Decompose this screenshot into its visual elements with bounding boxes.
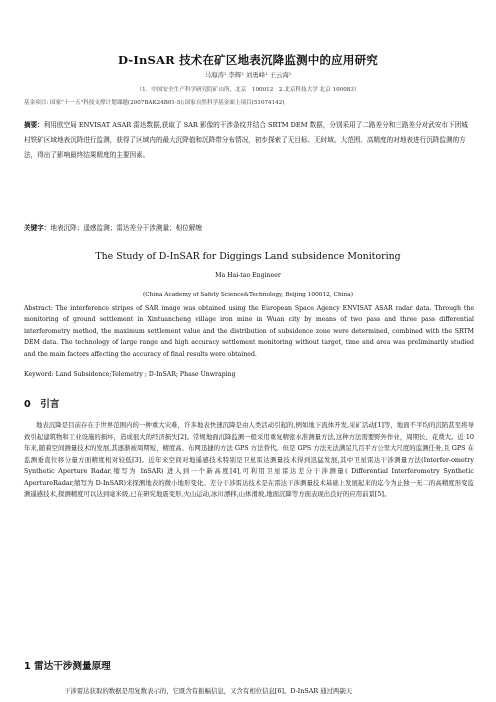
heading-introduction: 0 引言 bbox=[24, 399, 60, 410]
author-en: Ma Hai-tao Engineer bbox=[215, 272, 281, 279]
paper-title-cn: D-InSAR 技术在矿区地表沉降监测中的应用研究 bbox=[118, 53, 378, 67]
heading-section-1: 1 雷达干涉测量原理 bbox=[24, 661, 111, 672]
abstract-cn bbox=[24, 118, 474, 163]
section-1-paragraph: 干涉雷达获取的数据是用复数表示的，它既含有振幅信息，又含有相位信息[6]。D-InSAR 通过两副天 bbox=[64, 687, 353, 695]
abstract-cn-label: 摘要： bbox=[24, 121, 44, 129]
keywords-cn bbox=[24, 222, 474, 232]
introduction-paragraph: 地表沉降是目前存在于世界范围内的一种重大灾难，许多地表快速沉降是由人类活动引起的,例如地下流体开发,采矿活动[1]等，地面不平均的沉陷甚至将导致引起建筑物和工业设施的损坏，造成很大的经济损失[2]。常规地面沉降监测一般采用重复精密水准测量方法,这种方法需要野外作业，周期长、花费大。近 10 年来,随着空间测量技术的发展,其逐渐被周期短、精度高、布网迅捷的方法 GPS 方法替代。但是 GPS 方法无法满足几百平方公里大尺度的监测任务,且 GPS 在监测垂直位移分量方面精度相对较低[3]。近年来空间对地遥感技术特别是卫星雷达测量技术得到迅猛发展,其中卫星雷达干涉测量方法(Interfer-ometry Synthetic Aperture Radar,缩写为 InSAR) 进入到一个新高度[4],可利用卫星雷达差分干涉测量( Differential Interferometry Synthetic ApertureRadar,缩写为 D-InSAR)来探测地表的微小地形变化。差分干涉雷达技术是在雷达干涉测量技术基础上发展起来的迄今为止独一无二的高精度形变监测遥感技术,探测精度可以达到毫米级,已在研究地震变形,火山运动,冰川漂移,山体滑坡,地面沉降等方面表现出良好的应用前景[5]。 bbox=[24, 421, 474, 498]
affiliation-en: (China Academy of Safety Science&Technology, Beijing 100012, China) bbox=[142, 292, 354, 298]
abstract-en: Abstract: The interference stripes of SAR image was obtained using the European Space Agency ENVISAT ASAR radar data. Through the monitoring of ground settlement in Xintuancheng village iron mine in Wuan city by means of two pass and three pass differential interferometry method, the maximum settlement value and the distribution of subsidence zone were determined, combined with the SRTM DEM data. The technology of large range and high accuracy settlement monitoring without target, time and area was preliminarily studied and the main factors affecting the accuracy of final results were obtained. bbox=[24, 305, 474, 358]
abstract-cn-text: 利用欧空局 ENVISAT ASAR 雷达数据,获取了 SAR 影像的干涉条纹并结合 SRTM DEM 数据，分别采用了二路差分和三路差分对武安市下团城村铁矿区域地表沉降进行监测，获得了区域内的最大沉降值和沉降带分布情况，初步探索了无目标、无时域、大范围、高精度的对地表进行沉降监测的方法，得出了影响最终结果精度的主要因素。 bbox=[24, 121, 468, 159]
paper-title-en: The Study of D-InSAR for Diggings Land subsidence Monitoring bbox=[95, 251, 401, 262]
affiliation-cn: （1．中国安全生产科学研究院矿山所，北京 100012 2.北京科技大学 北京 100083） bbox=[136, 87, 360, 93]
keywords-cn-text: 地表沉降；遥感监测；雷达差分干涉测量；相位解缠 bbox=[50, 224, 203, 232]
funding-note: 基金项目: 国家"十一五"科技支撑计划课题(2007BAK24B01-5);国家自然科学基金面上项目(51074142) bbox=[24, 100, 285, 106]
keywords-cn-label: 关键字： bbox=[24, 224, 51, 232]
keywords-en: Keyword: Land Subsidence;Telemetry ; D-InSAR; Phase Unwraping bbox=[24, 371, 236, 378]
authors-cn: 马海涛¹ 李辉² 刘勇峰¹ 王云海¹ bbox=[204, 71, 292, 79]
